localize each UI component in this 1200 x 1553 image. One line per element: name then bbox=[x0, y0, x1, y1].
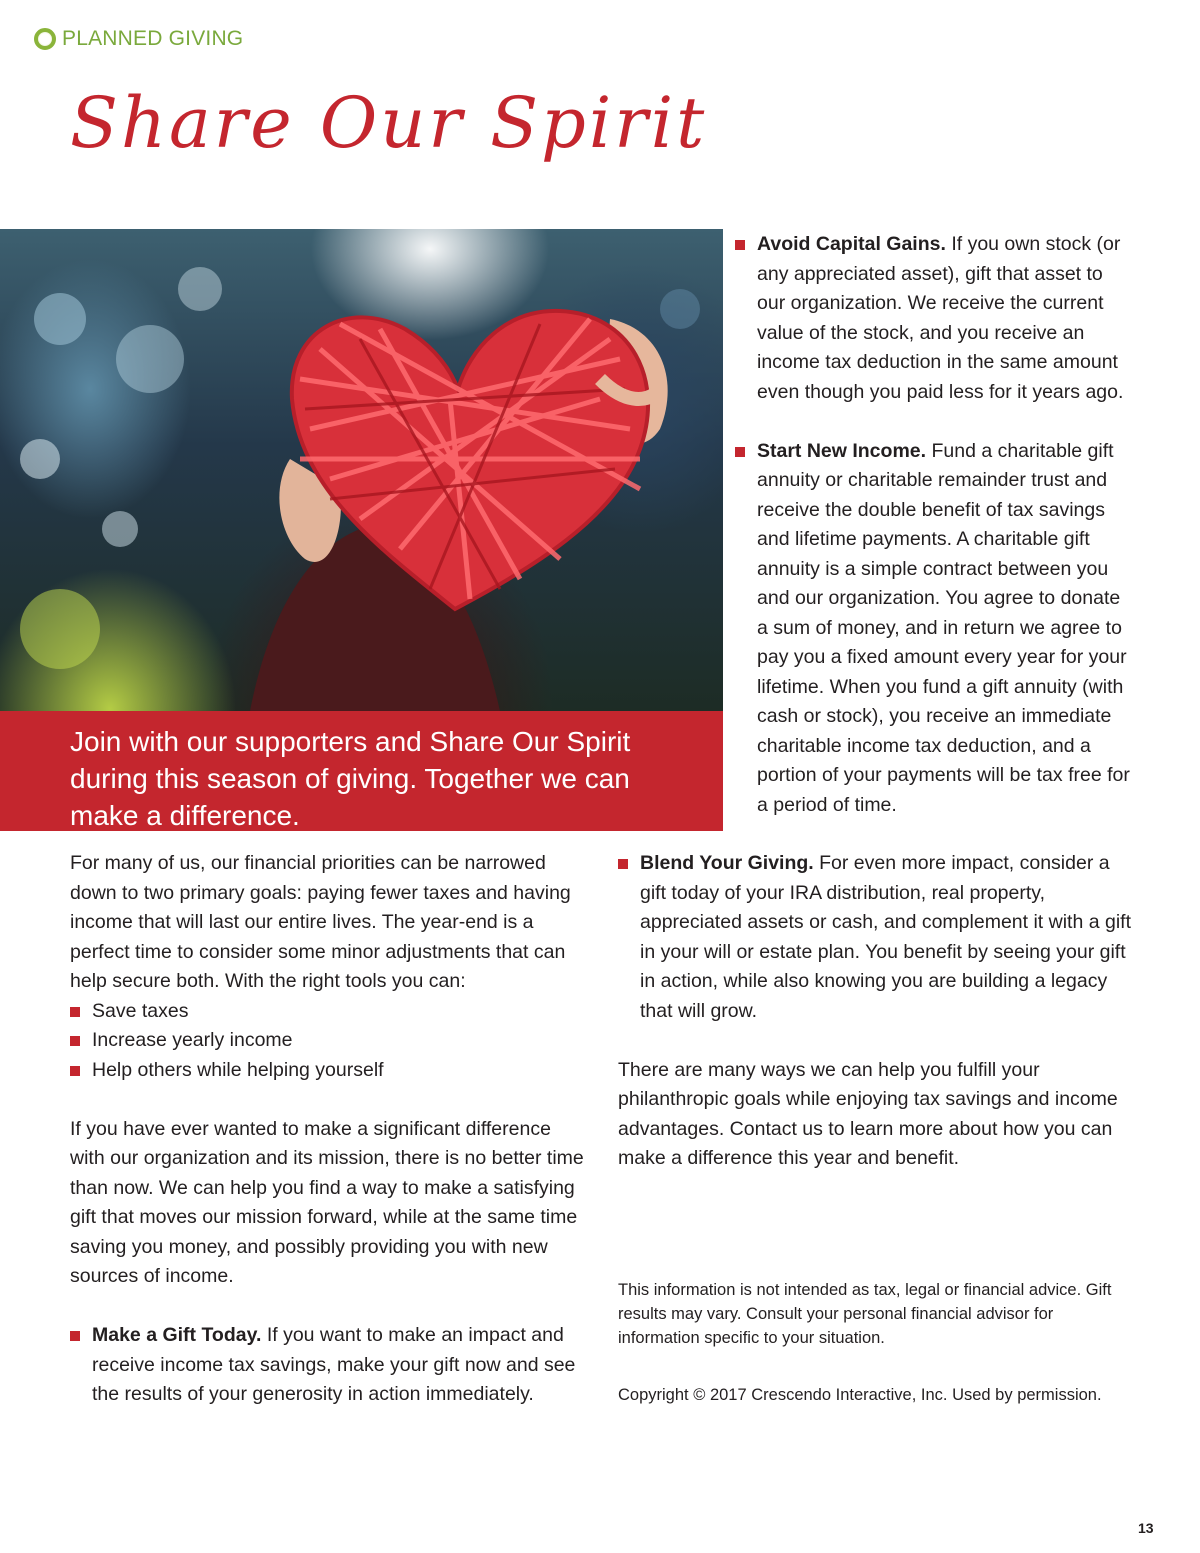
bullet-icon bbox=[70, 1036, 80, 1046]
gift-today-heading: Make a Gift Today. bbox=[92, 1324, 262, 1346]
blend-giving-item bbox=[618, 849, 1138, 1026]
bullet-icon bbox=[618, 859, 628, 869]
opportunity-paragraph: If you have ever wanted to make a significant difference with our organization and its mission, there is no better time than now. We can help you find a way to make a satisfying gift that moves our mission forward, while at the same time saving you money, and possibly providing you with new sources of income. bbox=[70, 1117, 584, 1287]
right-column-bottom bbox=[618, 849, 1138, 1174]
bullet-icon bbox=[70, 1007, 80, 1017]
copyright: Copyright © 2017 Crescendo Interactive, Inc. Used by permission. bbox=[618, 1386, 1102, 1404]
blend-giving-text: For even more impact, consider a gift today of your IRA distribution, real property, appreciated assets or cash, and complement it with a gift in your will or estate plan. You benefit by seeing your gift in action, while also knowing you are building a legacy that will grow. bbox=[640, 852, 1132, 1022]
list-item-label: Increase yearly income bbox=[92, 1029, 293, 1051]
bullet-icon bbox=[70, 1331, 80, 1341]
heart-photo bbox=[0, 229, 723, 711]
right-column-top bbox=[735, 230, 1135, 820]
list-item bbox=[70, 1026, 590, 1056]
bullet-icon bbox=[70, 1066, 80, 1076]
list-item bbox=[70, 997, 590, 1027]
bullet-icon bbox=[735, 240, 745, 250]
blend-giving-heading: Blend Your Giving. bbox=[640, 852, 814, 874]
intro-paragraph: For many of us, our financial priorities can be narrowed down to two primary goals: paying fewer taxes and having income that will last our entire lives. The year-end is a perfect time to consider some minor adjustments that can help secure both. With the right tools you can: bbox=[70, 852, 571, 992]
gift-today-text: If you want to make an impact and receive income tax savings, make your gift now and see the results of your generosity in action immediately. bbox=[92, 1324, 576, 1405]
new-income-text: Fund a charitable gift annuity or charitable remainder trust and receive the double benefit of tax savings and lifetime payments. A charitable gift annuity is a simple contract between you and our organization. You agree to donate a sum of money, and in return we agree to pay you a fixed amount every year for your lifetime. When you fund a gift annuity (with cash or stock), you receive an immediate charitable income tax deduction, and a portion of your payments will be tax free for a period of time. bbox=[757, 439, 1130, 816]
closing-paragraph: There are many ways we can help you fulfill your philanthropic goals while enjoying tax savings and income advantages. Contact us to learn more about how you can make a difference this year and benefit. bbox=[618, 1058, 1118, 1169]
banner-text: Join with our supporters and Share Our Spirit during this season of giving. Together we can make a difference. bbox=[70, 726, 631, 831]
capital-gains-text: If you own stock (or any appreciated asset), gift that asset to our organization. We receive the current value of the stock, and you receive an income tax deduction in the same amount even though you paid less for it years ago. bbox=[757, 233, 1124, 403]
new-income-item bbox=[735, 437, 1135, 821]
list-item-label: Save taxes bbox=[92, 999, 189, 1022]
heart-illustration bbox=[0, 229, 723, 711]
capital-gains-item bbox=[735, 230, 1135, 407]
bullet-icon bbox=[735, 447, 745, 457]
new-income-heading: Start New Income. bbox=[757, 439, 927, 462]
gift-today-item bbox=[70, 1321, 590, 1410]
page-title: Share Our Spirit bbox=[70, 82, 708, 164]
callout-banner bbox=[0, 711, 723, 831]
circle-logo-icon bbox=[34, 28, 56, 50]
list-item-label: Help others while helping yourself bbox=[92, 1058, 384, 1081]
left-column bbox=[70, 849, 590, 1410]
capital-gains-heading: Avoid Capital Gains. bbox=[757, 233, 946, 255]
list-item bbox=[70, 1056, 590, 1086]
disclaimer: This information is not intended as tax, legal or financial advice. Gift results may vary. Consult your personal financial advisor for information specific to your situation. bbox=[618, 1281, 1112, 1347]
section-label bbox=[34, 22, 243, 56]
page-number: 13 bbox=[1138, 1520, 1154, 1536]
section-label-text: PLANNED GIVING bbox=[62, 27, 244, 50]
